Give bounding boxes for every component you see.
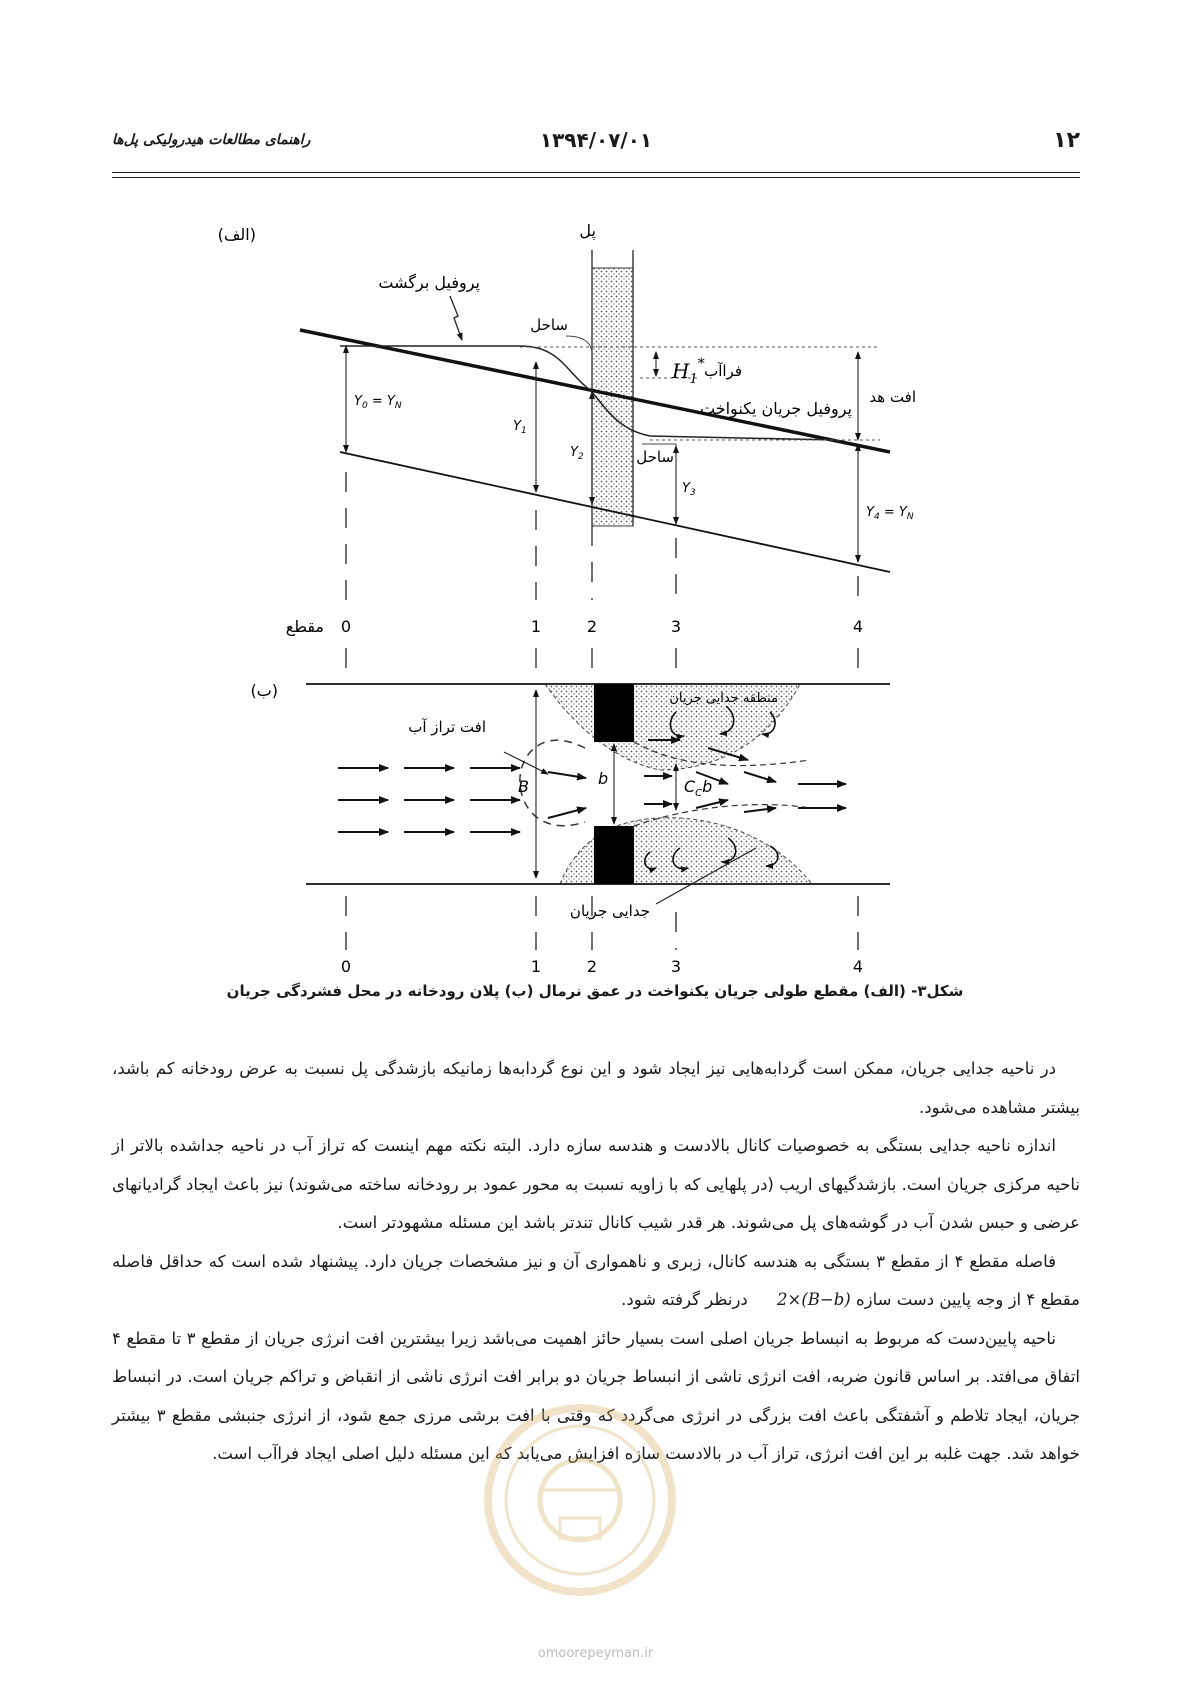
bank-top-bracket <box>566 336 592 352</box>
section-number: 3 <box>670 957 682 976</box>
label-bank-top: ساحل <box>530 316 568 334</box>
section-numbers-bottom <box>341 957 863 976</box>
paragraph: در ناحیه جدایی جریان، ممکن است گردابه‌هایی نیز ایجاد شود و این نوع گردابه‌ها زمانیکه بازشدگی پل نسبت به عرض رودخانه کم باشد، بیشتر مشاهده می‌شود. <box>112 1059 1080 1117</box>
depth-y2-label: $Y_2$ <box>570 445 584 462</box>
abutment-bottom <box>594 826 634 884</box>
paragraph-text: فاصله مقطع ۴ از مقطع ۳ بستگی به هندسه کانال، زبری و ناهمواری آن و نیز مشخصات جریان دارد. پیشنهاد شده است که حداقل فاصله مقطع ۴ از وجه پایین دست سازه <box>112 1251 1080 1309</box>
section-number: 1 <box>530 957 542 976</box>
width-b-label: b <box>598 769 609 788</box>
formula: 2×(B−b) <box>777 1290 851 1309</box>
contracted-width-label: $C_Cb$ <box>684 777 713 799</box>
paragraph: ناحیه پایین‌دست که مربوط به انبساط جریان اصلی است بسیار حائز اهمیت می‌باشد زیرا بیشترین افت انرژی جریان از مقطع ۳ تا مقطع ۴ اتفاق می‌افتد. بر اساس قانون ضربه، افت انرژی ناشی از انبساط جریان دو برابر افت انرژی ناشی از انقباض و تراکم جریان است. در انبساط جریان، ایجاد تلاطم و آشفتگی باعث افت بزرگی در انرژی می‌گردد که وقتی با افت برشی مرزی جمع شود، از انرژی جنبشی مقطع ۳ بیشتر خواهد شد. جهت غلبه بر این افت انرژی، تراز آب در بالادست سازه افزایش می‌یابد که این مسئله دلیل اصلی ایجاد فراآب است. <box>112 1328 1080 1463</box>
upstream-water-drop-arc <box>520 740 585 825</box>
depth-y3-label: $Y_3$ <box>682 481 696 498</box>
depth-y1-label: $Y_1$ <box>513 419 527 436</box>
section-number: 2 <box>586 617 598 636</box>
label-backwater-profile: پروفیل برگشت <box>378 273 480 292</box>
label-part-a: (الف) <box>217 225 256 244</box>
backwater-arrow <box>450 296 462 340</box>
label-water-level-drop: افت تراز آب <box>408 718 486 736</box>
abutment-top <box>594 684 634 742</box>
label-bridge: پل <box>579 221 596 240</box>
water-level-drop-leader <box>504 752 548 774</box>
watermark-url: omoorepeyman.ir <box>537 1646 654 1661</box>
label-bank-bottom: ساحل <box>636 448 674 466</box>
label-separation-zone: منطقه جدایی جریان <box>669 691 778 706</box>
page-number: ۱۲ <box>1053 128 1080 153</box>
section-numbers-top <box>341 617 863 636</box>
section-number: 0 <box>340 617 352 636</box>
watermark-seal-icon <box>480 1400 680 1600</box>
section-ticks-mid <box>346 648 858 668</box>
section-number: 3 <box>670 617 682 636</box>
paragraph <box>112 1243 1080 1320</box>
header-date: ۱۳۹۴/۰۷/۰۱ <box>539 128 653 152</box>
svg-text:H1*: $H_1^*$ <box>672 356 705 387</box>
bridge-pier-section <box>592 250 633 526</box>
section-number: 0 <box>340 957 352 976</box>
section-number: 4 <box>852 617 864 636</box>
paragraph: اندازه ناحیه جدایی بستگی به خصوصیات کانال بالادست و هندسه سازه دارد. البته نکته مهم اینست که تراز آب در ناحیه جداشده بالاتر از ناحیه مرکزی جریان است. بازشدگیهای اریب (در پلهایی که با زاویه نسبت به محور عمود بر رودخانه ساخته می‌شوند) نیز باعث ایجاد گرادیانهای عرضی و حبس شدن آب در گوشه‌های پل می‌شوند. هر قدر شیب کانال تندتر باشد این مسئله مشهودتر است. <box>112 1136 1080 1232</box>
svg-text:فراآب: فراآب <box>704 362 742 380</box>
section-number: 1 <box>530 617 542 636</box>
depth-y0-label: $Y_0 = Y_N$ <box>354 394 402 411</box>
book-title: راهنمای مطالعات هیدرولیکی پل‌ها <box>112 132 311 148</box>
width-B-label: B <box>518 777 529 796</box>
depth-y4-label: $Y_4 = Y_N$ <box>866 505 914 522</box>
label-flow-separation: جدایی جریان <box>569 902 650 920</box>
section-number: 2 <box>586 957 598 976</box>
figure-caption: شکل۳- (الف) مقطع طولی جریان یکنواخت در عمق نرمال (ب) پلان رودخانه در محل فشردگی جریان <box>226 982 964 1000</box>
paragraph-text: درنظر گرفته شود. <box>621 1290 748 1309</box>
flow-arrows <box>338 740 846 832</box>
label-head-loss: افت هد <box>869 388 916 406</box>
label-uniform-profile: پروفیل جریان یکنواخت <box>700 399 852 418</box>
section-label: مقطع <box>285 617 324 636</box>
section-number: 4 <box>852 957 864 976</box>
label-part-b: (ب) <box>250 681 278 700</box>
afflux-label <box>671 356 742 387</box>
